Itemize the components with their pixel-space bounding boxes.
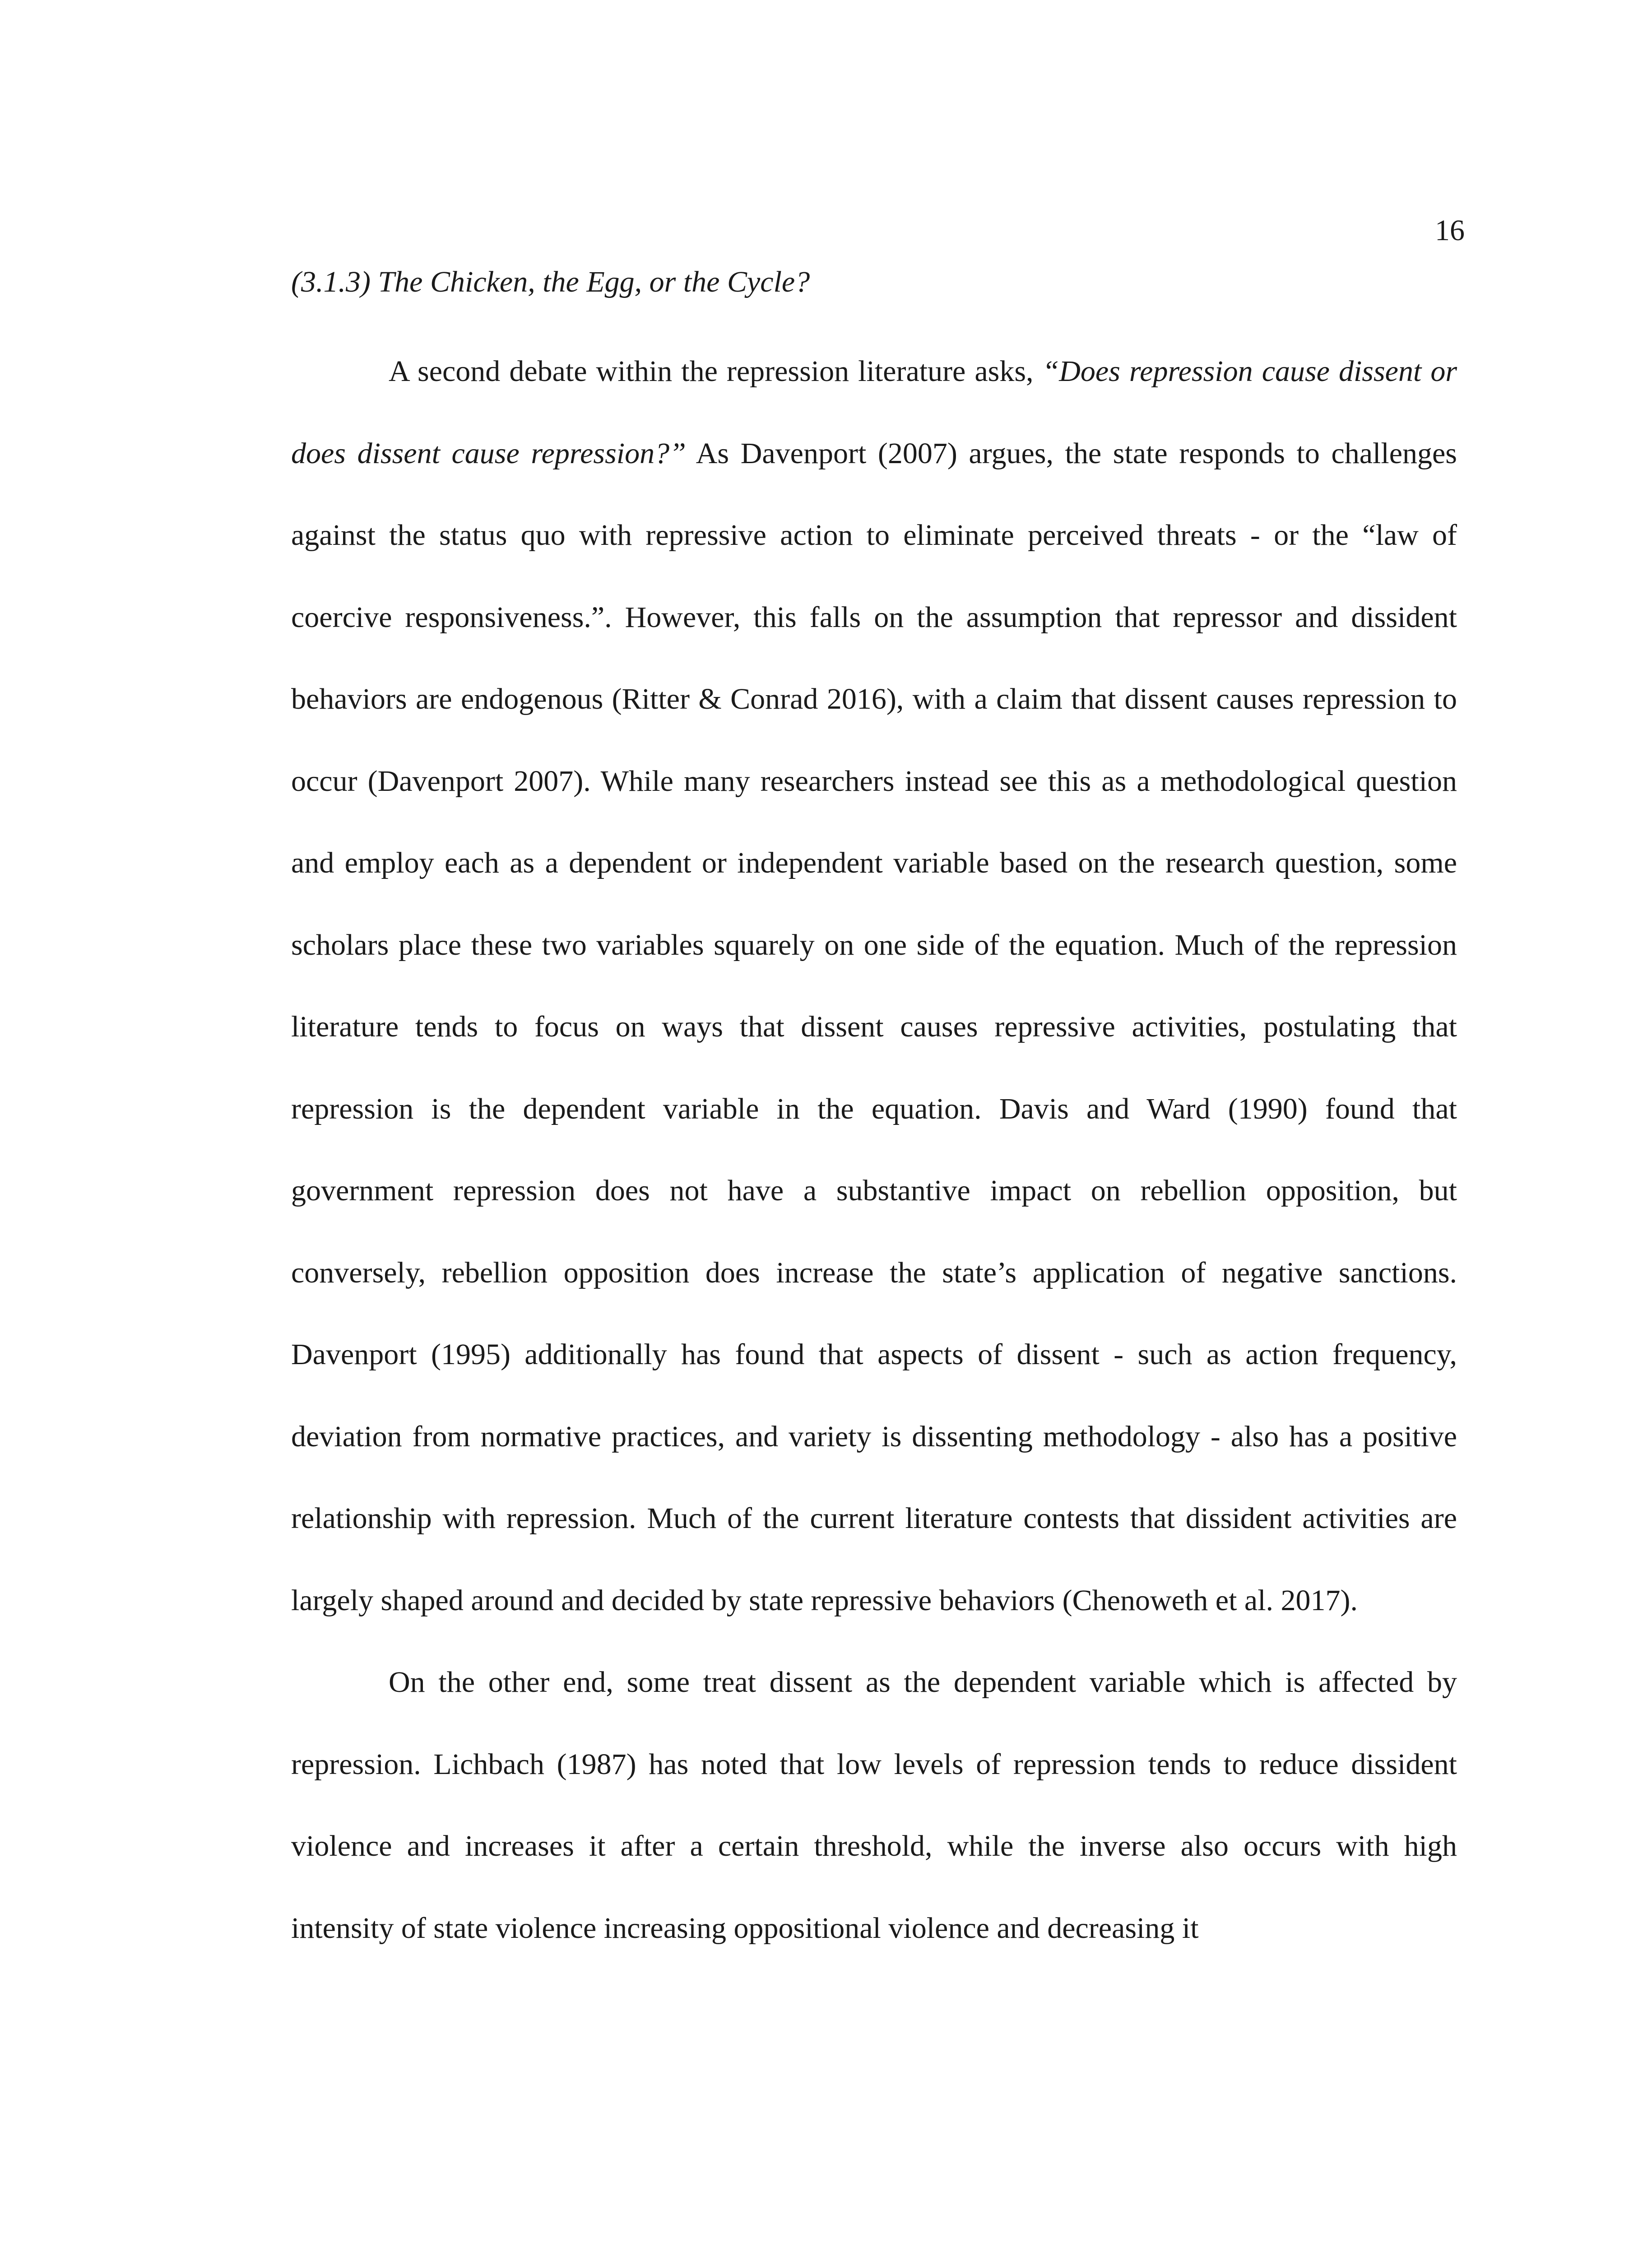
page-number: 16 — [1435, 214, 1465, 247]
paragraph-lead: A second debate within the repression literature asks, — [389, 355, 1043, 388]
research-question-quote: “Does repression cause dissent or does dissent cause repression?” — [291, 355, 1457, 470]
paragraph-body: As Davenport (2007) argues, the state responds to challenges against the status quo with repressive action to eliminate perceived threats - or the “law of coercive responsiveness.”. However, this falls on the assumption that repressor and dissident behaviors are endogenous (Ritter & Conrad 2016), with a claim that dissent causes repression to occur (Davenport 2007). While many researchers instead see this as a methodological question and employ each as a dependent or independent variable based on the research question, some scholars place these two variables squarely on one side of the equation. Much of the repression literature tends to focus on ways that dissent causes repressive activities, postulating that repression is the dependent variable in the equation. Davis and Ward (1990) found that government repression does not have a substantive impact on rebellion opposition, but conversely, rebellion opposition does increase the state’s application of negative sanctions. Davenport (1995) additionally has found that aspects of dissent - such as action frequency, deviation from normative practices, and variety is dissenting methodology - also has a positive relationship with repression. Much of the current literature contests that dissident activities are largely shaped around and decided by state repressive behaviors (Chenoweth et al. 2017). — [291, 437, 1457, 1617]
body-paragraph: On the other end, some treat dissent as the dependent variable which is affected by repression. Lichbach (1987) has noted that low levels of repression tends to reduce dissident violence and increases it after a certain threshold, while the inverse also occurs with high intensity of state violence increasing oppositional violence and decreasing it — [291, 1666, 1457, 1945]
body-paragraph — [291, 330, 1457, 1641]
section-heading: (3.1.3) The Chicken, the Egg, or the Cycle? — [291, 265, 810, 298]
document-body — [291, 264, 1457, 1969]
